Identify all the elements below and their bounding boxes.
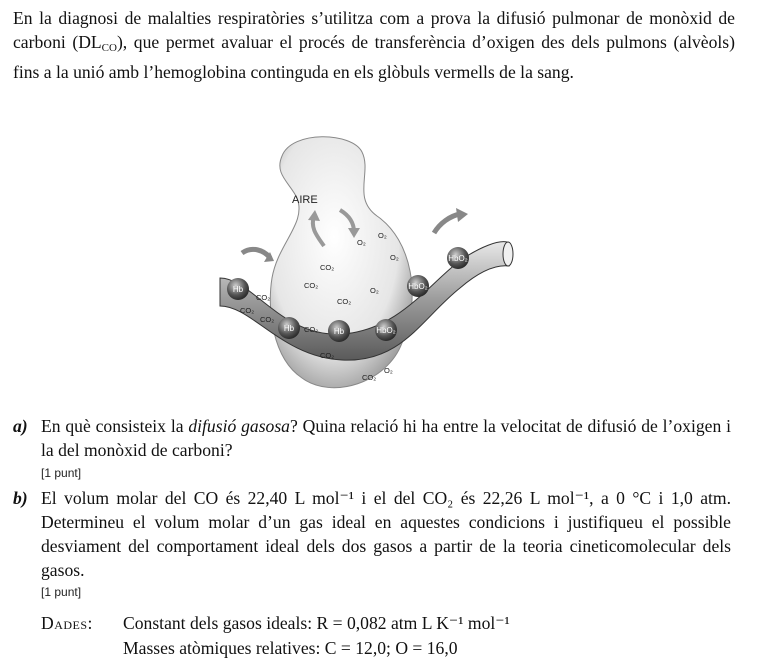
intro-subscript: CO <box>101 42 117 54</box>
label-hbo2: HbO₂ <box>408 282 428 291</box>
label-co2: CO₂ <box>362 373 377 382</box>
question-b-letter: b) <box>13 488 28 508</box>
arrow-out <box>434 214 460 233</box>
intro-text-2: ), que permet avaluar el procés de transferència d’oxigen des dels pulmons (alvèols) fins a la unió amb l’hemoglobina continguda en els glòbuls vermells de la sang. <box>13 32 735 82</box>
label-o2: O₂ <box>384 366 393 375</box>
label-hb: Hb <box>333 327 345 336</box>
label-co2: CO₂ <box>240 306 255 315</box>
data-row-atomic-masses: Masses atòmiques relatives: C = 12,0; O = 16,0 <box>123 638 458 658</box>
label-hb: Hb <box>232 285 244 294</box>
arrow-in <box>242 249 270 258</box>
intro-text-1: En la diagnosi de malalties respiratòries s’utilitza com a prova la difusió pulmonar de monòxid de carboni (DL <box>13 8 735 52</box>
question-a-text: En què consisteix la difusió gasosa? Quina relació hi ha entre la velocitat de difusió de l’oxigen i la del monòxid de carboni? <box>41 416 731 460</box>
label-co2: CO₂ <box>256 293 271 302</box>
question-b-points: [1 punt] <box>41 585 82 599</box>
label-co2: CO₂ <box>320 263 335 272</box>
question-a-italic: difusió gasosa <box>188 416 290 436</box>
label-co2: CO₂ <box>337 297 352 306</box>
label-o2: O₂ <box>378 231 387 240</box>
label-hbo2: HbO₂ <box>376 326 396 335</box>
question-a-letter: a) <box>13 416 28 436</box>
question-b <box>13 486 731 582</box>
label-co2: CO₂ <box>304 325 319 334</box>
label-hbo2: HbO₂ <box>448 254 468 263</box>
label-o2: O₂ <box>370 286 379 295</box>
label-aire: AIRE <box>292 194 318 206</box>
question-b-text: El volum molar del CO és 22,40 L mol⁻¹ i el del CO₂ és 22,26 L mol⁻¹, a 0 °C i 1,0 atm. Determineu el volum molar d’un gas ideal en aquestes condicions i justifiqueu el possible desviament del comportament ideal dels dos gasos a partir de la teoria cineticomolecular dels gasos. <box>41 488 731 580</box>
label-co2: CO₂ <box>304 281 319 290</box>
capillary-end <box>503 242 513 266</box>
label-co2: CO₂ <box>320 351 335 360</box>
label-o2: O₂ <box>357 238 366 247</box>
data-label: Dades: <box>41 613 93 633</box>
question-a-points: [1 punt] <box>41 466 82 480</box>
data-row-gas-constant: Constant dels gasos ideals: R = 0,082 atm L K⁻¹ mol⁻¹ <box>123 613 510 633</box>
alveolus-diagram <box>212 128 514 400</box>
label-hb: Hb <box>283 324 295 333</box>
label-o2: O₂ <box>390 253 399 262</box>
question-a <box>13 414 731 462</box>
label-co2: CO₂ <box>260 315 275 324</box>
intro-paragraph <box>13 6 735 84</box>
